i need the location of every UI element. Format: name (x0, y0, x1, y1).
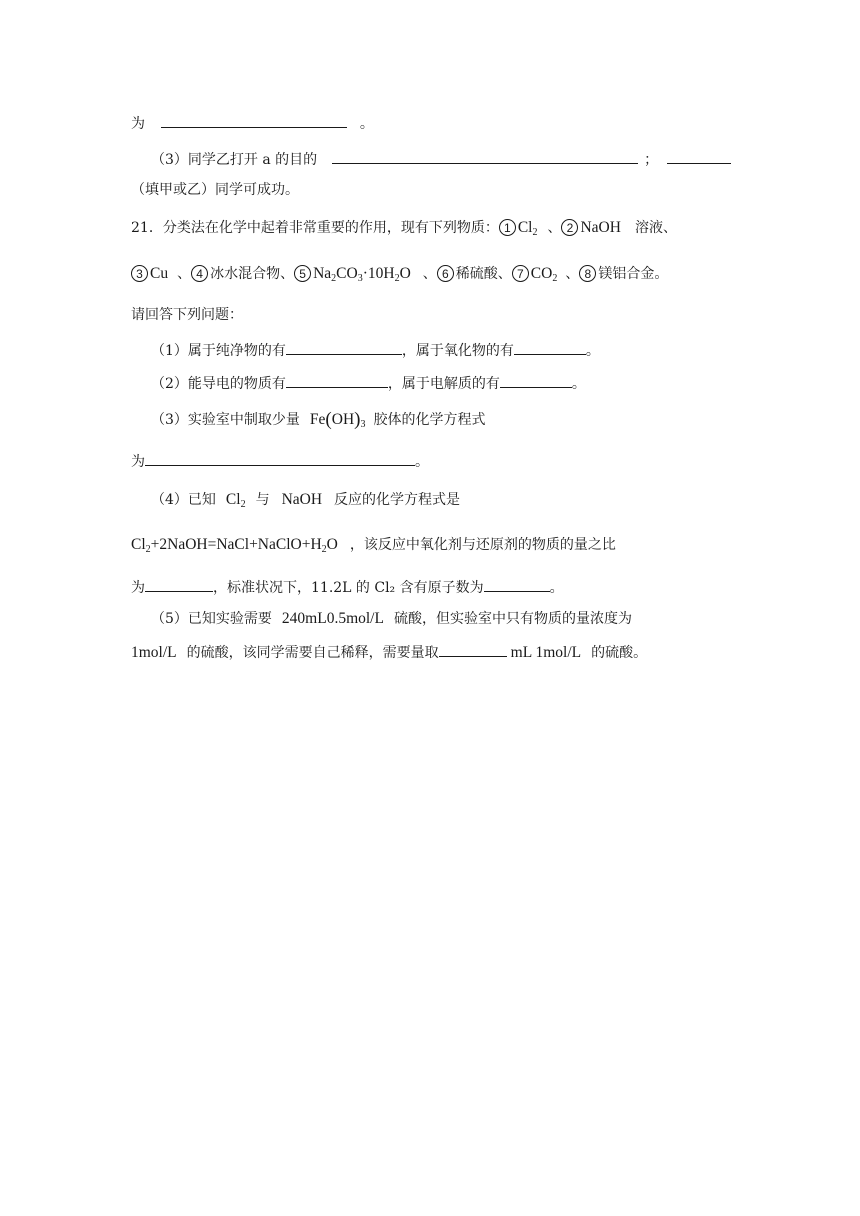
part2-text-a: （2）能导电的物质有 (151, 376, 286, 392)
formula-naoh: NaOH (281, 491, 323, 508)
q21-items-line (131, 264, 668, 289)
part3-prefix: 为 (131, 454, 145, 470)
circled-number-1: 1 (499, 219, 516, 236)
item-ice-water: 冰水混合物、 (210, 266, 295, 282)
answer-blank[interactable] (145, 450, 415, 466)
answer-blank[interactable] (439, 641, 507, 657)
q21-part3-line2 (131, 450, 429, 472)
circled-number-8: 8 (579, 265, 596, 282)
answer-blank[interactable] (514, 339, 586, 355)
circled-number-6: 6 (437, 265, 454, 282)
separator: 、 (547, 220, 562, 236)
answer-blank[interactable] (332, 148, 638, 164)
q21-part3 (151, 410, 485, 435)
circled-number-7: 7 (512, 265, 529, 282)
answer-blank[interactable] (667, 148, 731, 164)
part3-text-b: 胶体的化学方程式 (373, 412, 486, 428)
separator: 、 (565, 266, 580, 282)
separator: 、 (422, 266, 437, 282)
part4-prefix: 为 (131, 580, 145, 596)
answer-blank[interactable] (286, 372, 388, 388)
q20-part3-cont (131, 180, 299, 200)
item-dilute-sulfuric: 稀硫酸、 (455, 266, 512, 282)
circled-number-5: 5 (294, 265, 311, 282)
q21-ask: 请回答下列问题： (131, 307, 243, 323)
formula-cl2: $Cl_2$ (225, 491, 246, 510)
formula-cl2: $Cl_2$ (517, 219, 538, 238)
part1-text-a: （1）属于纯净物的有 (151, 343, 286, 359)
circled-number-2: 2 (561, 219, 578, 236)
part2-text-b: ，属于电解质的有 (387, 376, 500, 392)
q20-part3-sep: ； (644, 152, 659, 168)
q20-answer-line (131, 112, 374, 134)
concentration-value: 1mol/L (131, 644, 177, 661)
q20-part3-text-b: （填甲或乙）同学可成功。 (131, 182, 299, 198)
period: 。 (415, 454, 429, 470)
part5-text-c: 的硫酸，该同学需要自己稀释，需要量取 (186, 645, 439, 661)
q21-intro: 分类法在化学中起着非常重要的作用，现有下列物质： (162, 220, 499, 236)
circled-number-4: 4 (191, 265, 208, 282)
part3-text-a: （3）实验室中制取少量 (151, 412, 300, 428)
part4-equation-tail: ，该反应中氧化剂与还原剂的物质的量之比 (349, 537, 616, 553)
q21-part4-line3 (131, 576, 564, 598)
part5-end: 的硫酸。 (591, 645, 648, 661)
part4-text-a: （4）已知 (151, 492, 216, 508)
separator: 溶液、 (634, 220, 677, 236)
part4-text-c: ，标准状况下，11.2L 的 Cl₂ 含有原子数为 (213, 580, 484, 596)
q21-part4 (151, 490, 460, 515)
q21-part5 (151, 609, 632, 629)
answer-blank[interactable] (500, 372, 572, 388)
q20-prefix: 为 (131, 116, 145, 132)
answer-blank[interactable] (161, 112, 347, 128)
period: 。 (549, 580, 564, 596)
part1-text-b: ，属于氧化物的有 (401, 343, 514, 359)
q21-part2 (151, 372, 586, 394)
q21-part5-line2 (131, 641, 647, 663)
question-number: 21． (131, 220, 163, 236)
separator: 、 (177, 266, 192, 282)
formula-cu: Cu (150, 265, 169, 282)
answer-blank[interactable] (145, 576, 213, 592)
q21-intro-line (131, 218, 677, 243)
circled-number-3: 3 (131, 265, 148, 282)
q20-part3-text: （3）同学乙打开 a 的目的 (151, 152, 318, 168)
part5-text-a: （5）已知实验需要 (151, 611, 272, 627)
formula-naoh: NaOH (580, 219, 621, 236)
answer-blank[interactable] (286, 339, 402, 355)
reaction-equation: $Cl_2+2NaOH=NaCl+NaClO+H_2O$ (131, 536, 338, 555)
period: 。 (571, 376, 586, 392)
q21-part4-equation (131, 535, 616, 560)
part5-text-b: 硫酸，但实验室中只有物质的量浓度为 (393, 611, 632, 627)
formula-na2co3-hydrate: $Na_2CO_3\cdot 10H_2O$ (313, 265, 411, 284)
answer-blank[interactable] (484, 576, 550, 592)
formula-feoh3: $Fe(OH)_3$ (309, 409, 366, 430)
q20-part3 (151, 148, 731, 170)
volume-unit: mL 1mol/L (510, 644, 582, 661)
item-mg-al-alloy: 镁铝合金。 (598, 266, 669, 282)
period: 。 (585, 343, 600, 359)
concentration-value: 240mL0.5mol/L (281, 610, 384, 627)
q21-part1 (151, 339, 600, 361)
formula-co2: $CO_2$ (530, 265, 558, 284)
part4-text-b: 反应的化学方程式是 (334, 492, 461, 508)
word-with: 与 (255, 492, 270, 508)
q20-suffix: 。 (359, 116, 374, 132)
